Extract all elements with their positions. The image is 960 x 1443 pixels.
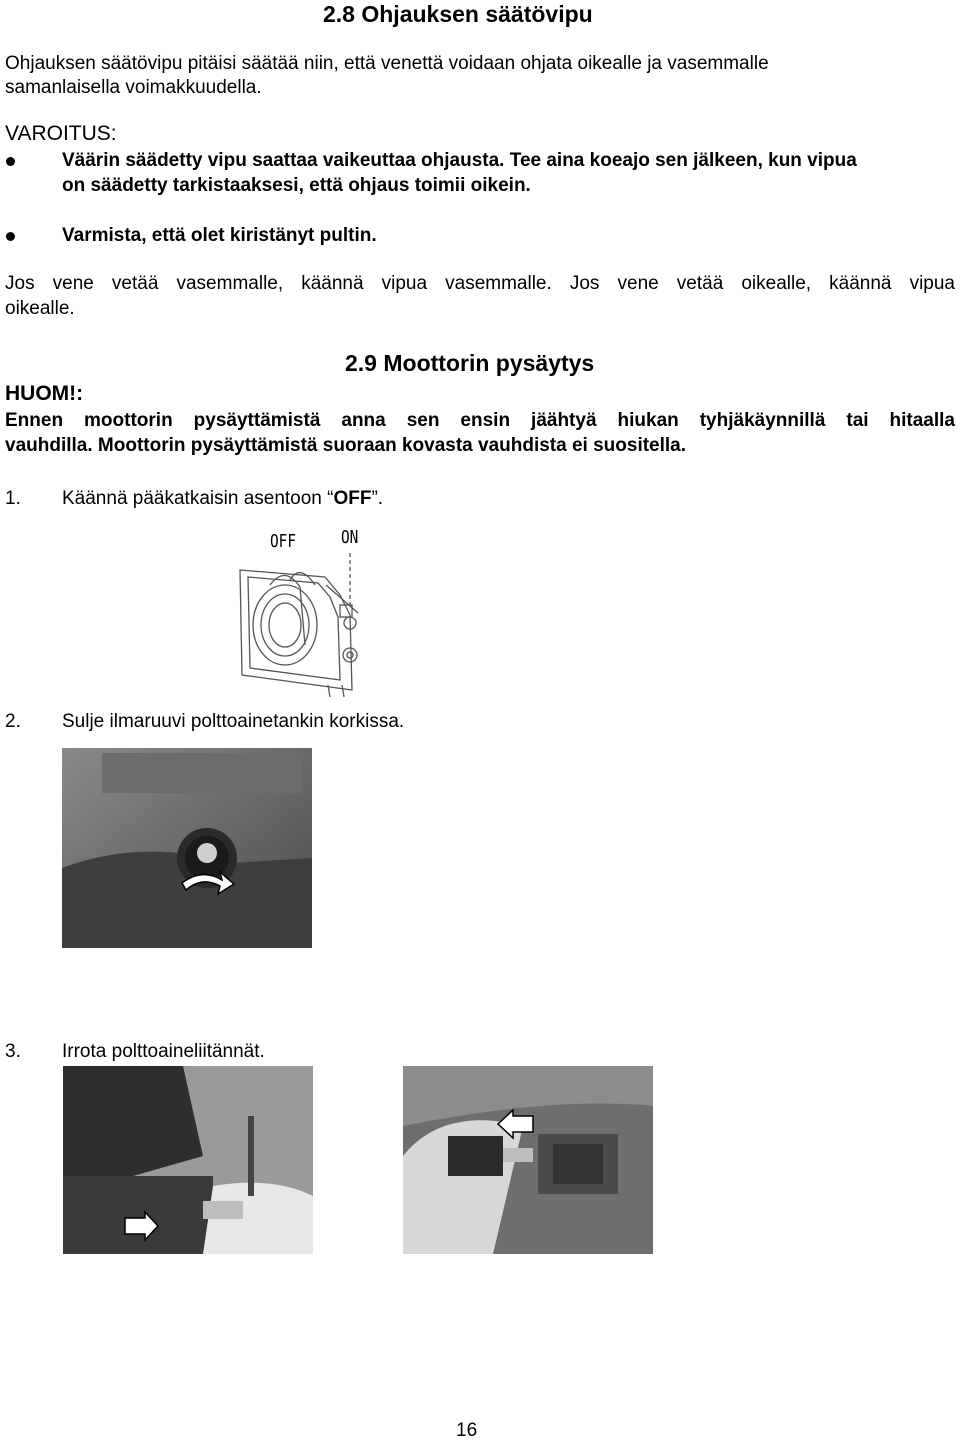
- main-switch-illustration: [230, 525, 375, 705]
- step-3-text: Irrota polttoaineliitännät.: [62, 1041, 265, 1062]
- step-3-number: 3.: [5, 1041, 21, 1062]
- adjust-instruction-line-2: oikealle.: [5, 298, 75, 319]
- switch-label-on: ON: [341, 527, 359, 548]
- section-title-2-9: 2.9 Moottorin pysäytys: [345, 350, 595, 376]
- step-1-number: 1.: [5, 488, 21, 509]
- intro-line-2: samanlaisella voimakkuudella.: [5, 77, 262, 98]
- switch-label-off: OFF: [270, 531, 297, 552]
- warning-bullet-2: Varmista, että olet kiristänyt pultin.: [62, 225, 377, 246]
- page-number: 16: [456, 1420, 478, 1441]
- note-line-1: Ennen moottorin pysäyttämistä anna sen ensin jäähtyä hiukan tyhjäkäynnillä tai hitaalla: [5, 410, 955, 431]
- bullet-dot: [6, 232, 15, 241]
- warning-bullet-1-line-2: on säädetty tarkistaaksesi, että ohjaus toimii oikein.: [62, 175, 531, 196]
- fuel-connector-engine-photo: [63, 1066, 313, 1254]
- note-heading: HUOM!:: [5, 382, 84, 405]
- step-1-text: Käännä pääkatkaisin asentoon “OFF”.: [62, 488, 384, 509]
- intro-line-1: Ohjauksen säätövipu pitäisi säätää niin, että venettä voidaan ohjata oikealle ja vasemmalle: [5, 53, 769, 74]
- warning-bullet-1-line-1: Väärin säädetty vipu saattaa vaikeuttaa ohjausta. Tee aina koeajo sen jälkeen, kun vipua: [62, 150, 857, 171]
- switch-drawing: [230, 525, 375, 705]
- step-2-text: Sulje ilmaruuvi polttoainetankin korkissa.: [62, 711, 405, 732]
- note-line-2: vauhdilla. Moottorin pysäyttämistä suoraan kovasta vauhdista ei suositella.: [5, 435, 687, 456]
- section-title-2-8: 2.8 Ohjauksen säätövipu: [323, 1, 593, 27]
- bullet-dot: [6, 157, 15, 166]
- warning-heading: VAROITUS:: [5, 122, 117, 145]
- adjust-instruction-line-1: Jos vene vetää vasemmalle, käännä vipua vasemmalle. Jos vene vetää oikealle, käännä vipua: [5, 273, 955, 294]
- step-2-number: 2.: [5, 711, 21, 732]
- fuel-connector-tank-photo: [403, 1066, 653, 1254]
- fuel-cap-photo: [62, 748, 312, 948]
